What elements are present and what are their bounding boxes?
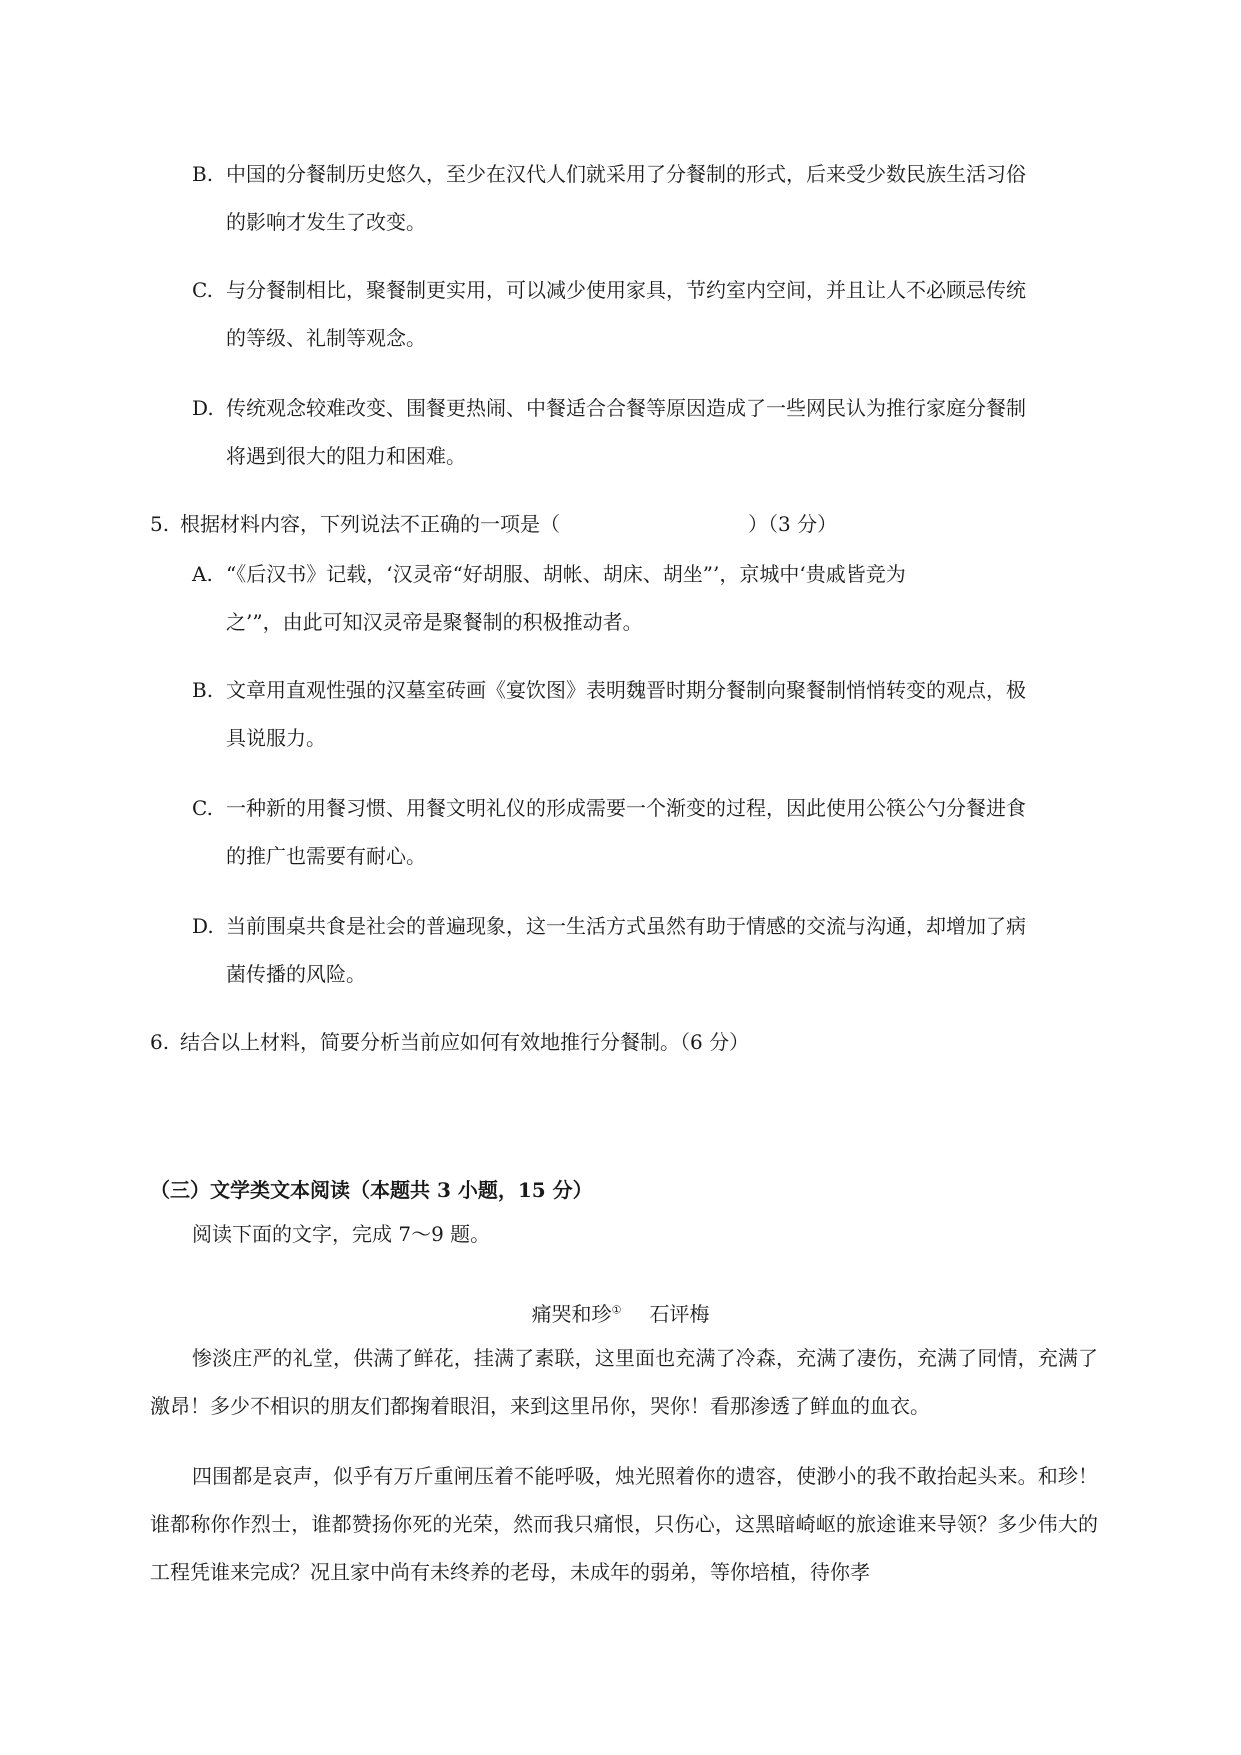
q4-option-d-letter: D. xyxy=(192,396,214,420)
section3-heading: （三）文学类文本阅读（本题共 3 小题，15 分） xyxy=(150,1178,593,1202)
q5-option-a-text-line1: “《后汉书》记载，‘汉灵帝“好胡服、胡帐、胡床、胡坐”’，京城中‘贵戚皆竞为 xyxy=(226,562,906,586)
q5-number: 5. xyxy=(150,512,170,536)
q5-option-d-text-line1: 当前围桌共食是社会的普遍现象，这一生活方式虽然有助于情感的交流与沟通，却增加了病 xyxy=(226,914,1026,938)
q6-text: 结合以上材料，简要分析当前应如何有效地推行分餐制。（6 分） xyxy=(180,1030,750,1054)
q5-option-b-text-line2: 具说服力。 xyxy=(226,726,326,750)
q5-stem-end: ）（3 分） xyxy=(748,512,838,536)
q4-option-c-text-line2: 的等级、礼制等观念。 xyxy=(226,326,426,350)
q5-option-c-text-line2: 的推广也需要有耐心。 xyxy=(226,844,426,868)
q5-option-a-text-line2: 之’”，由此可知汉灵帝是聚餐制的积极推动者。 xyxy=(226,610,643,634)
q4-option-b-text-line2: 的影响才发生了改变。 xyxy=(226,210,426,234)
q5-option-b-text-line1: 文章用直观性强的汉墓室砖画《宴饮图》表明魏晋时期分餐制向聚餐制悄悄转变的观点，极 xyxy=(226,678,1026,702)
q5-option-d-text-line2: 菌传播的风险。 xyxy=(226,962,366,986)
q4-option-c-text-line1: 与分餐制相比，聚餐制更实用，可以减少使用家具，节约室内空间，并且让人不必顾忌传统 xyxy=(226,278,1026,302)
q5-stem-text: 根据材料内容，下列说法不正确的一项是（ xyxy=(180,512,560,536)
q5-option-b-letter: B. xyxy=(192,678,214,702)
passage-paragraph-2: 四围都是哀声，似乎有万斤重闸压着不能呼吸，烛光照着你的遗容，使渺小的我不敢抬起头来。和珍！谁都称你作烈士，谁都赞扬你死的光荣，然而我只痛恨，只伤心，这黑暗崎岖的旅途谁来导领？多少伟大的工程凭谁来完成？况且家中尚有未终养的老母，未成年的弱弟，等你培植，待你孝 xyxy=(150,1464,1098,1584)
q4-option-b-letter: B. xyxy=(192,162,214,186)
passage-author: 石评梅 xyxy=(649,1302,710,1326)
q4-option-b-text-line1: 中国的分餐制历史悠久，至少在汉代人们就采用了分餐制的形式，后来受少数民族生活习俗 xyxy=(226,162,1026,186)
q5-option-d-letter: D. xyxy=(192,914,214,938)
q5-stem xyxy=(180,512,837,536)
q4-option-d-text-line1: 传统观念较难改变、围餐更热闹、中餐适合合餐等原因造成了一些网民认为推行家庭分餐制 xyxy=(226,396,1026,420)
section3-instruction: 阅读下面的文字，完成 7～9 题。 xyxy=(192,1222,491,1246)
q5-option-c-text-line1: 一种新的用餐习惯、用餐文明礼仪的形成需要一个渐变的过程，因此使用公筷公勺分餐进食 xyxy=(226,796,1026,820)
passage-title: 痛哭和珍 xyxy=(531,1302,612,1326)
passage-title-line xyxy=(0,1302,1241,1326)
passage-paragraph-1: 惨淡庄严的礼堂，供满了鲜花，挂满了素联，这里面也充满了冷森，充满了凄伤，充满了同情，充满了激昂！多少不相识的朋友们都掬着眼泪，来到这里吊你，哭你！看那渗透了鲜血的血衣。 xyxy=(150,1346,1098,1418)
q4-option-d-text-line2: 将遇到很大的阻力和困难。 xyxy=(226,444,466,468)
footnote-mark: ① xyxy=(611,1303,622,1317)
q6-number: 6. xyxy=(150,1030,170,1054)
q5-option-c-letter: C. xyxy=(192,796,213,820)
q4-option-c-letter: C. xyxy=(192,278,213,302)
q5-option-a-letter: A. xyxy=(192,562,213,586)
